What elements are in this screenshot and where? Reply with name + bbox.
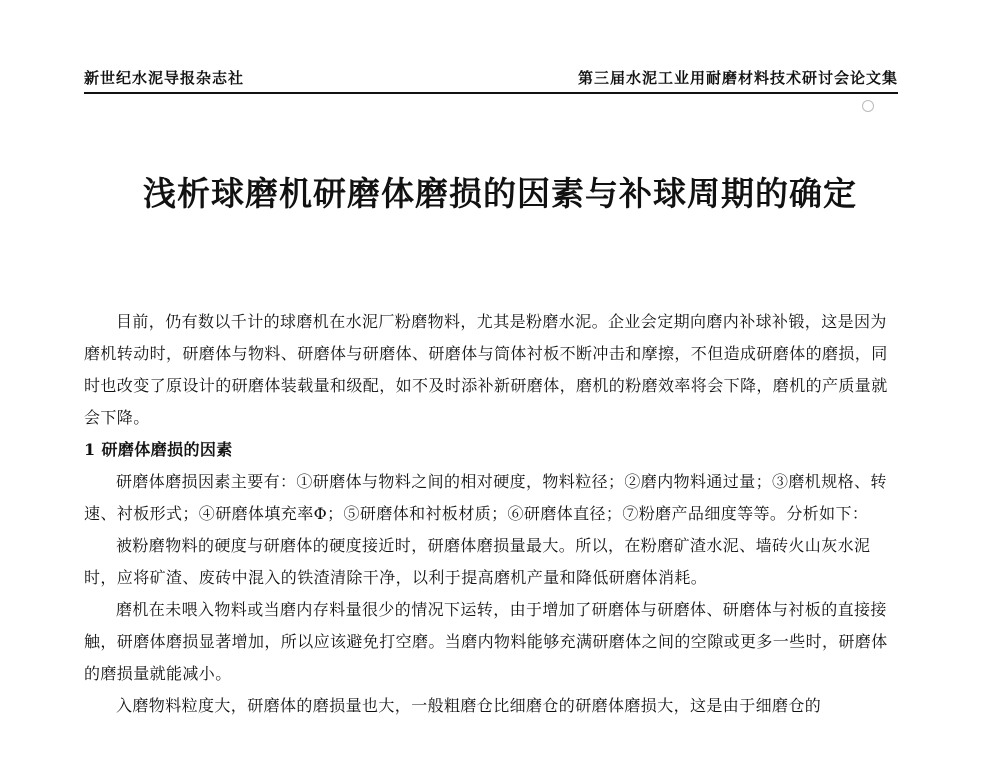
section-heading-1: 1 研磨体磨损的因素: [84, 440, 233, 459]
paper-title: 浅析球磨机研磨体磨损的因素与补球周期的确定: [143, 174, 857, 213]
header-publisher: 新世纪水泥导报杂志社: [84, 69, 245, 87]
paragraph-intro: 目前，仍有数以千计的球磨机在水泥厂粉磨物料，尤其是粉磨水泥。企业会定期向磨内补球补锻，这是因为磨机转动时，研磨体与物料、研磨体与研磨体、研磨体与筒体衬板不断冲击和摩擦，不但造成研磨体的磨损，同时也改变了原设计的研磨体装载量和级配，如不及时添补新研磨体，磨机的粉磨效率将会下降，磨机的产质量就会下降。: [84, 312, 888, 427]
paragraph-factors: 研磨体磨损因素主要有：①研磨体与物料之间的相对硬度，物料粒径；②磨内物料通过量；③磨机规格、转速、衬板形式；④研磨体填充率Φ；⑤研磨体和衬板材质；⑥研磨体直径；⑦粉磨产品细度等等。分析如下：: [84, 472, 887, 523]
running-header: [84, 64, 898, 94]
paragraph-hardness: 被粉磨物料的硬度与研磨体的硬度接近时，研磨体磨损量最大。所以，在粉磨矿渣水泥、墙砖火山灰水泥时，应将矿渣、废砖中混入的铁渣清除干净，以利于提高磨机产量和降低研磨体消耗。: [84, 536, 871, 587]
header-proceedings: 第三届水泥工业用耐磨材料技术研讨会论文集: [577, 69, 898, 87]
scan-mark: [862, 100, 874, 112]
paragraph-particle-size: 入磨物料粒度大，研磨体的磨损量也大，一般粗磨仓比细磨仓的研磨体磨损大，这是由于细磨仓的: [116, 696, 822, 715]
paragraph-empty-mill: 磨机在未喂入物料或当磨内存料量很少的情况下运转，由于增加了研磨体与研磨体、研磨体与衬板的直接接触，研磨体磨损显著增加，所以应该避免打空磨。当磨内物料能够充满研磨体之间的空隙或更多一些时，研磨体的磨损量就能减小。: [84, 600, 888, 683]
paper-body: [84, 306, 896, 722]
